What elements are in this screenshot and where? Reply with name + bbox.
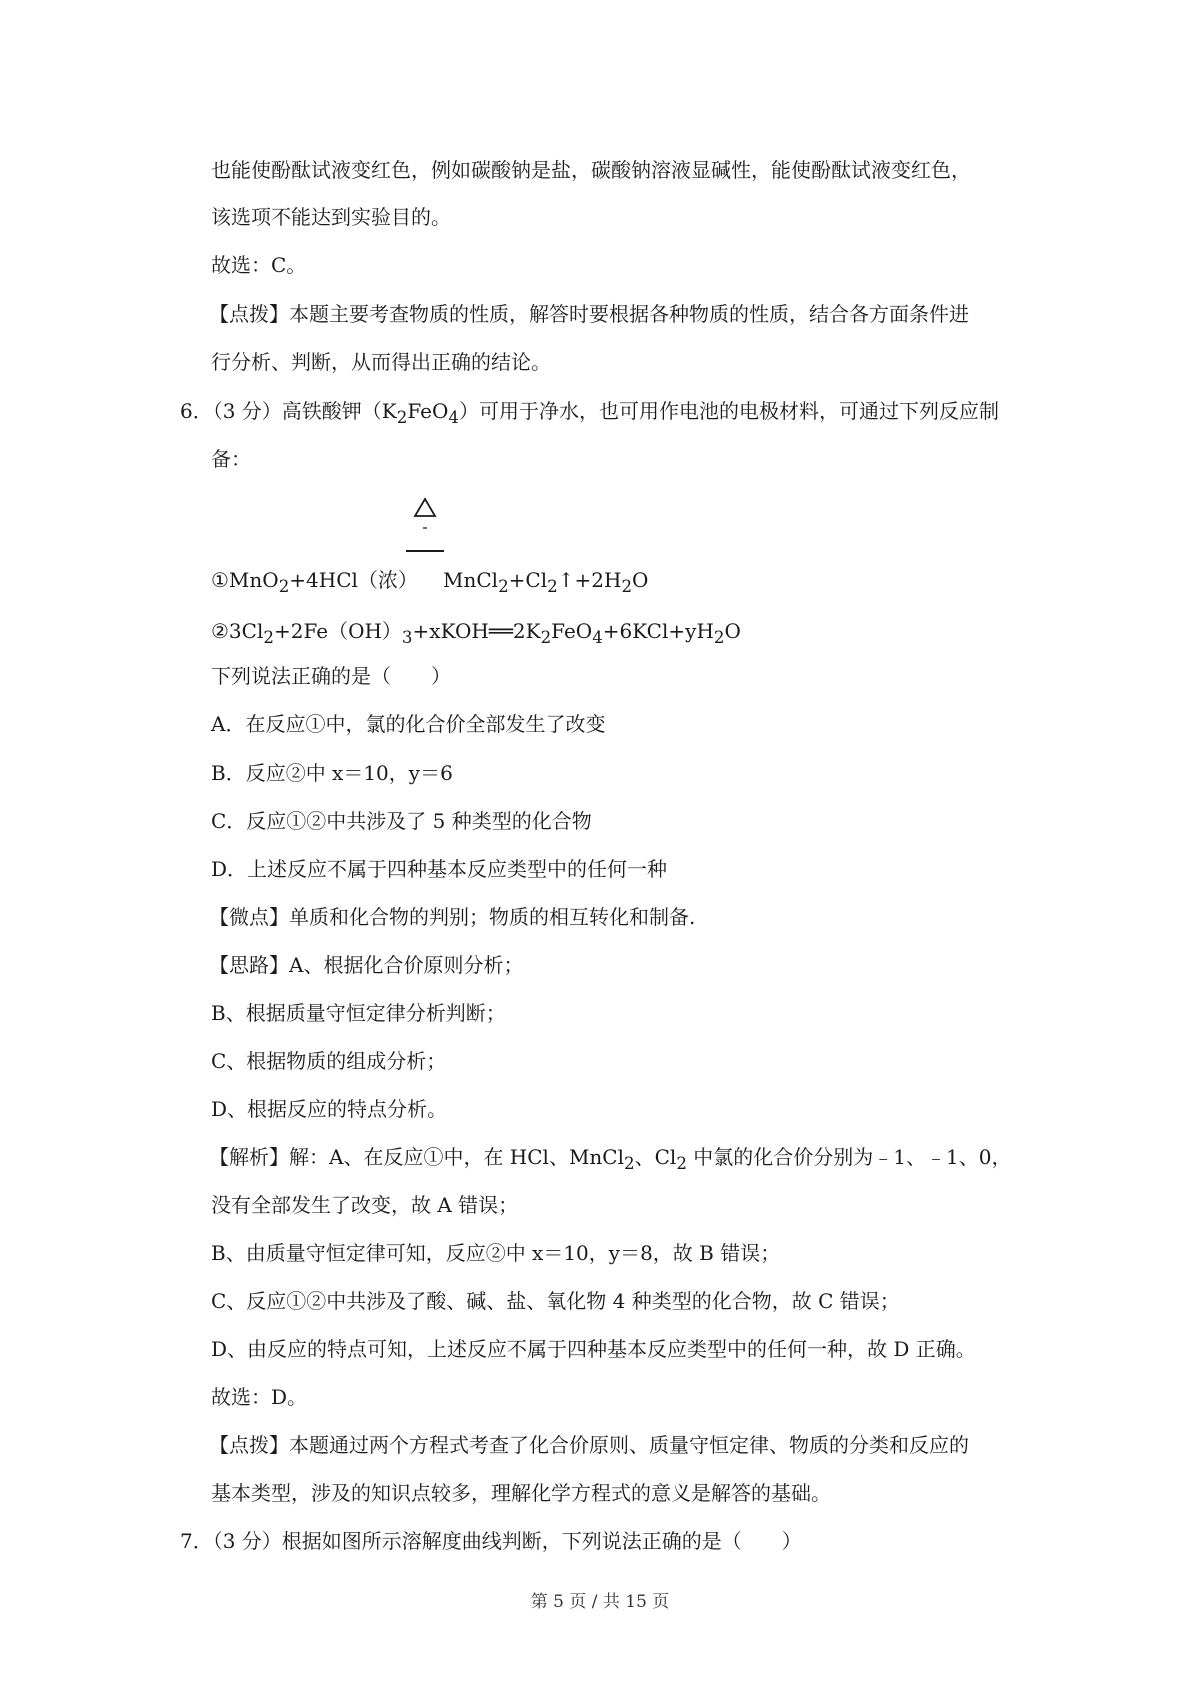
q6-stem-line-2: 备： [211, 447, 251, 471]
option-c: C．反应①②中共涉及了 5 种类型的化合物 [211, 809, 592, 833]
subscript: 2 [278, 577, 290, 596]
q6-ask: 下列说法正确的是（ ） [211, 664, 451, 688]
reaction-1-left [211, 566, 418, 601]
option-d: D．上述反应不属于四种基本反应类型中的任何一种 [211, 857, 668, 881]
jiexi-line-4: C、反应①②中共涉及了酸、碱、盐、氧化物 4 种类型的化合物，故 C 错误； [211, 1289, 900, 1313]
subscript: 3 [401, 628, 413, 647]
reaction-text: O [632, 568, 649, 592]
weidian: 【微点】单质和化合物的判别；物质的相互转化和制备. [209, 905, 696, 929]
jiexi-line-5: D、由反应的特点可知，上述反应不属于四种基本反应类型中的任何一种，故 D 正确。 [211, 1337, 976, 1361]
subscript: 2 [621, 577, 633, 596]
heat-triangle [415, 499, 435, 516]
jiexi-line-1 [209, 1143, 1011, 1178]
jiexi-line-2: 没有全部发生了改变，故 A 错误； [211, 1193, 519, 1217]
jiexi-text: 中氯的化合价分别为﹣1、﹣1、0， [686, 1145, 1012, 1169]
reaction-2 [211, 617, 741, 652]
q6-stem-text: ）可用于净水，也可用作电池的电极材料，可通过下列反应制 [458, 399, 999, 423]
subscript: 2 [624, 1154, 635, 1173]
reaction-text: FeO [551, 619, 593, 643]
q6-answer: 故选：D。 [211, 1385, 308, 1409]
reaction-text: ①MnO [211, 568, 279, 592]
q6-stem-text: 6．（3 分）高铁酸钾（K [180, 399, 397, 423]
silu-line-3: C、根据物质的组成分析； [211, 1049, 447, 1073]
heat-condition-icon [406, 496, 444, 558]
jiexi-text: 、Cl [634, 1145, 677, 1169]
silu-line-4: D、根据反应的特点分析。 [211, 1097, 448, 1121]
jiexi-text: 【解析】解：A、在反应①中，在 HCl、MnCl [209, 1145, 624, 1169]
reaction-text: +4HCl（浓） [289, 568, 418, 592]
reaction-text: +Cl [508, 568, 548, 592]
intro-line-2: 该选项不能达到实验目的。 [211, 205, 451, 229]
subscript: 2 [547, 577, 558, 596]
q6-tip-line-1: 【点拨】本题通过两个方程式考查了化合价原则、质量守恒定律、物质的分类和反应的 [209, 1433, 969, 1457]
reaction-text: ↑+2H [557, 568, 622, 592]
option-b: B．反应②中 x＝10，y＝6 [211, 761, 453, 785]
subscript: 4 [592, 628, 603, 647]
subscript: 2 [263, 628, 274, 647]
intro-tip-line-1: 【点拨】本题主要考查物质的性质，解答时要根据各种物质的性质，结合各方面条件进 [209, 302, 969, 326]
reaction-text: +xKOH══2K [412, 619, 541, 643]
q6-tip-line-2: 基本类型，涉及的知识点较多，理解化学方程式的意义是解答的基础。 [211, 1481, 831, 1505]
subscript: 2 [540, 628, 552, 647]
q6-stem-line-1 [180, 397, 999, 432]
subscript: 2 [396, 408, 408, 427]
silu-line-2: B、根据质量守恒定律分析判断； [211, 1001, 506, 1025]
q6-stem-text: FeO [407, 399, 449, 423]
subscript: 4 [448, 408, 459, 427]
reaction-text: MnCl [443, 568, 499, 592]
subscript: 2 [498, 577, 509, 596]
reaction-1-right [443, 566, 648, 601]
intro-tip-line-2: 行分析、判断，从而得出正确的结论。 [211, 350, 551, 374]
reaction-text: ②3Cl [211, 619, 264, 643]
jiexi-line-3: B、由质量守恒定律可知，反应②中 x＝10，y＝8，故 B 错误； [211, 1241, 781, 1265]
q7-stem: 7．（3 分）根据如图所示溶解度曲线判断，下列说法正确的是（ ） [180, 1529, 802, 1553]
reaction-text: +2Fe（OH） [273, 619, 402, 643]
subscript: 2 [713, 628, 725, 647]
silu-line-1: 【思路】A、根据化合价原则分析； [209, 953, 524, 977]
option-a: A．在反应①中，氯的化合价全部发生了改变 [211, 712, 606, 736]
subscript: 2 [676, 1154, 687, 1173]
intro-answer: 故选：C。 [211, 253, 307, 277]
page-footer: 第 5 页 / 共 15 页 [530, 1592, 670, 1612]
reaction-text: O [724, 619, 741, 643]
reaction-text: +6KCl+yH [602, 619, 714, 643]
intro-line-1: 也能使酚酞试液变红色，例如碳酸钠是盐，碳酸钠溶液显碱性，能使酚酞试液变红色， [211, 158, 971, 182]
